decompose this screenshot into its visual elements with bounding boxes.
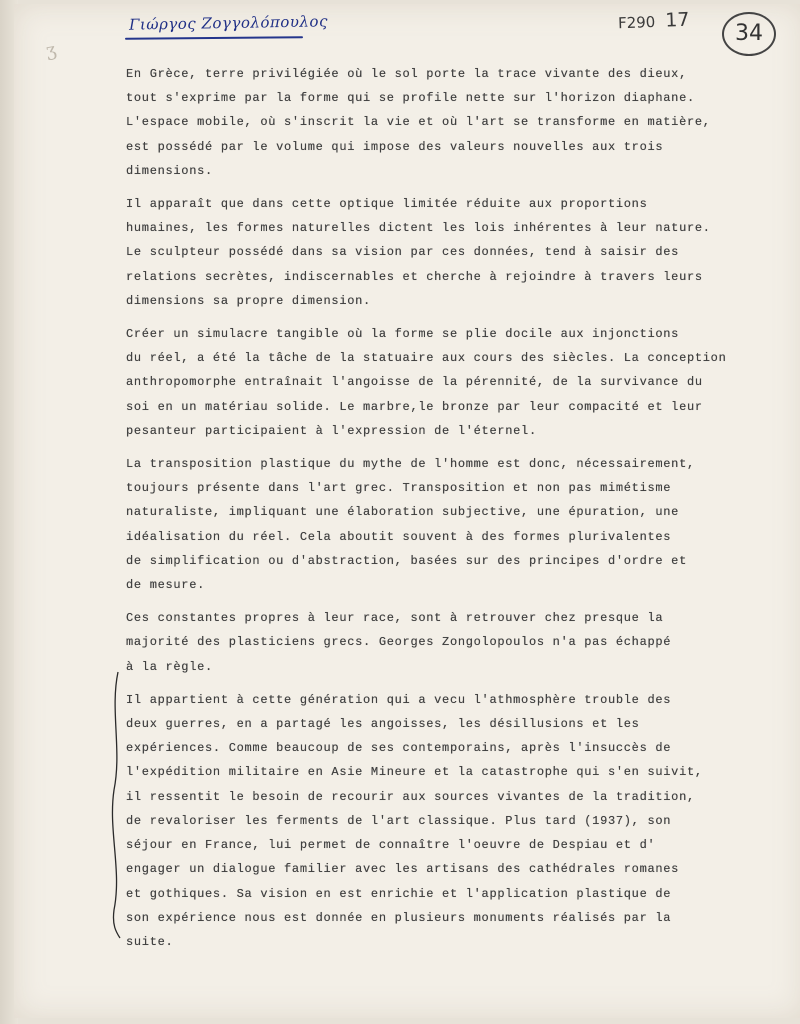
pencil-mark: ʒ [44,39,58,62]
archive-ref-code: F290 [617,12,656,33]
text-line: L'espace mobile, où s'inscrit la vie et où l'art se transforme en matière, [126,115,711,130]
text-line: est possédé par le volume qui impose des valeurs nouvelles aux trois [126,139,664,154]
archive-reference [618,9,690,33]
text-line: de simplification ou d'abstraction, basées sur des principes d'ordre et [126,553,687,568]
text-line: Ces constantes propres à leur race, sont à retrouver chez presque la [126,611,664,626]
text-line: engager un dialogue familier avec les artisans des cathédrales romanes [126,862,680,877]
text-line: à la règle. [126,659,213,674]
text-line: Créer un simulacre tangible où la forme se plie docile aux injonctions [126,327,680,342]
paragraph [126,62,790,183]
text-line: idéalisation du réel. Cela aboutit souvent à des formes plurivalentes [126,529,672,544]
text-line: Il appartient à cette génération qui a vecu l'athmosphère trouble des [126,692,672,707]
text-line: et gothiques. Sa vision en est enrichie et l'application plastique de [126,886,672,901]
page-number-circled: 34 [722,12,776,56]
text-line: son expérience nous est donnée en plusieurs monuments réalisés par la [126,910,672,925]
text-line: tout s'exprime par la forme qui se profile nette sur l'horizon diaphane. [126,91,695,106]
text-line: il ressentit le besoin de recourir aux sources vivantes de la tradition, [126,789,695,804]
text-line: relations secrètes, indiscernables et cherche à rejoindre à travers leurs [126,269,703,284]
margin-bracket-mark [108,670,124,940]
text-line: dimensions sa propre dimension. [126,293,371,308]
text-line: du réel, a été la tâche de la statuaire aux cours des siècles. La conception [126,351,727,366]
typed-body-text [126,62,790,963]
text-line: expériences. Comme beaucoup de ses contemporains, après l'insuccès de [126,741,672,756]
text-line: deux guerres, en a partagé les angoisses, les désillusions et les [126,717,640,732]
text-line: soi en un matériau solide. Le marbre,le bronze par leur compacité et leur [126,399,703,414]
text-line: La transposition plastique du mythe de l'homme est donc, nécessairement, [126,457,695,472]
text-line: de revaloriser les ferments de l'art classique. Plus tard (1937), son [126,813,672,828]
text-line: toujours présente dans l'art grec. Transposition et non pas mimétisme [126,481,672,496]
text-line: humaines, les formes naturelles dictent les lois inhérentes à leur nature. [126,221,711,236]
paragraph [126,322,790,443]
text-line: En Grèce, terre privilégiée où le sol porte la trace vivante des dieux, [126,67,687,81]
text-line: de mesure. [126,578,206,593]
text-line: anthropomorphe entraînait l'angoisse de la pérennité, de la survivance du [126,375,703,390]
archive-ref-number: 17 [664,8,690,32]
text-line: Il apparaît que dans cette optique limitée réduite aux proportions [126,197,648,212]
text-line: naturaliste, impliquant une élaboration subjective, une épuration, une [126,505,680,520]
text-line: l'expédition militaire en Asie Mineure et la catastrophe qui s'en suivit, [126,765,703,780]
text-line: séjour en France, lui permet de connaître l'oeuvre de Despiau et d' [126,838,656,853]
text-line: pesanteur participaient à l'expression de l'éternel. [126,423,537,438]
text-line: Le sculpteur possédé dans sa vision par ces données, tend à saisir des [126,245,680,260]
paragraph [126,688,790,954]
text-line: dimensions. [126,163,213,178]
text-line: majorité des plasticiens grecs. Georges Zongolopoulos n'a pas échappé [126,635,672,650]
handwritten-title: Γιώργος Ζογγολόπουλος [128,12,329,34]
paragraph [126,192,790,313]
paragraph [126,452,790,597]
paragraph [126,606,790,679]
text-line: suite. [126,934,174,949]
